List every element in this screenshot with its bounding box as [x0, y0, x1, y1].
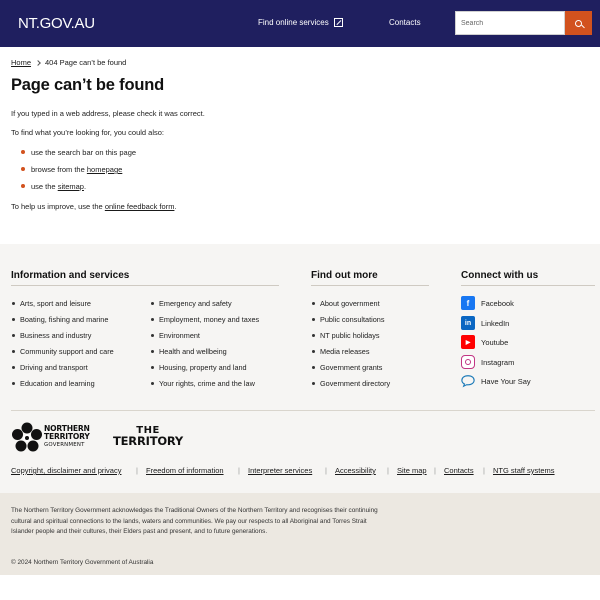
list-dot [12, 350, 15, 353]
speech-bubble-graphic [461, 374, 475, 388]
footer-divider [11, 410, 595, 411]
link-separator: | [238, 466, 240, 475]
site-footer [0, 244, 600, 493]
suggestion-homepage-text: browse from the [31, 165, 87, 174]
list-dot [312, 366, 315, 369]
chevron-right-icon [35, 60, 41, 66]
suggestion-sitemap-end: . [83, 182, 87, 191]
feedback-prefix: To help us improve, use the [11, 202, 105, 211]
instagram-lens [465, 359, 471, 365]
list-dot [12, 366, 15, 369]
feedback-form-link[interactable]: online feedback form [104, 202, 175, 211]
link-separator: | [434, 466, 436, 475]
breadcrumb [11, 58, 126, 67]
list-dot [151, 366, 154, 369]
suggestion-homepage [31, 165, 122, 174]
the-territory-logo[interactable] [113, 426, 183, 446]
link-separator: | [483, 466, 485, 475]
footer-link-directory[interactable]: Government directory [320, 379, 391, 388]
heading-underline [311, 285, 429, 286]
sturt-desert-rose-icon [11, 422, 43, 454]
link-separator: | [325, 466, 327, 475]
list-dot [151, 350, 154, 353]
list-dot [312, 318, 315, 321]
footer-link-community[interactable]: Community support and care [20, 347, 114, 356]
heading-underline [11, 285, 279, 286]
speech-bubble-icon[interactable] [461, 374, 475, 388]
list-dot [12, 302, 15, 305]
list-dot [312, 302, 315, 305]
list-dot [12, 318, 15, 321]
footer-link-rights[interactable]: Your rights, crime and the law [159, 379, 255, 388]
nt-logo-line3: GOVERNMENT [44, 442, 85, 448]
social-have-your-say[interactable]: Have Your Say [481, 377, 531, 386]
footer-link-business[interactable]: Business and industry [20, 331, 92, 340]
footer-link-education[interactable]: Education and learning [20, 379, 95, 388]
contacts-link[interactable]: Contacts [389, 18, 421, 27]
external-link-icon [334, 18, 343, 27]
site-logo[interactable]: NT.GOV.AU [18, 15, 95, 32]
footer-link-media[interactable]: Media releases [320, 347, 370, 356]
footer-link-driving[interactable]: Driving and transport [20, 363, 88, 372]
info-services-heading: Information and services [11, 270, 130, 281]
footer-link-boating[interactable]: Boating, fishing and marine [20, 315, 109, 324]
acknowledgement-text: The Northern Territory Government acknowledges the Traditional Owners of the Northern Territory and recognises their continuing cultural and spiritual connections to the lands, waters and communities. We pay our respects to all Aboriginal and Torres Strait Islander people and their cultures, their Elders past and present, and to future generations. [11, 507, 378, 535]
footer-link-housing[interactable]: Housing, property and land [159, 363, 247, 372]
footer-link-grants[interactable]: Government grants [320, 363, 383, 372]
footer-link-accessibility[interactable]: Accessibility [335, 466, 376, 475]
list-dot [12, 382, 15, 385]
sitemap-link[interactable]: sitemap [57, 182, 84, 191]
instagram-icon[interactable] [461, 355, 475, 369]
facebook-icon[interactable]: f [461, 296, 475, 310]
linkedin-icon[interactable]: in [461, 316, 475, 330]
heading-underline [461, 285, 595, 286]
footer-link-sitemap[interactable]: Site map [397, 466, 427, 475]
bullet-marker [21, 184, 25, 188]
footer-link-consultations[interactable]: Public consultations [320, 315, 385, 324]
breadcrumb-home[interactable]: Home [11, 58, 32, 67]
suggestion-search: use the search bar on this page [31, 148, 137, 157]
social-facebook[interactable]: Facebook [481, 299, 514, 308]
list-dot [151, 334, 154, 337]
territory-logo-line1: THE [136, 425, 160, 436]
copyright-text: © 2024 Northern Territory Government of Australia [11, 559, 154, 566]
footer-link-arts[interactable]: Arts, sport and leisure [20, 299, 91, 308]
footer-link-interpreter[interactable]: Interpreter services [248, 466, 313, 475]
link-separator: | [387, 466, 389, 475]
social-linkedin[interactable]: LinkedIn [481, 319, 510, 328]
homepage-link[interactable]: homepage [86, 165, 123, 174]
find-out-more-heading: Find out more [311, 270, 378, 281]
nt-government-logo[interactable] [11, 422, 99, 454]
social-youtube[interactable]: Youtube [481, 338, 509, 347]
social-instagram[interactable]: Instagram [481, 358, 515, 367]
list-dot [151, 318, 154, 321]
intro-text: If you typed in a web address, please check it was correct. [11, 109, 205, 118]
list-dot [312, 382, 315, 385]
footer-link-staff-systems[interactable]: NTG staff systems [493, 466, 555, 475]
nt-logo-line2: TERRITORY [44, 432, 90, 441]
search-button[interactable] [565, 11, 592, 35]
search-icon [575, 20, 582, 27]
link-separator: | [136, 466, 138, 475]
breadcrumb-current: 404 Page can’t be found [45, 58, 127, 67]
youtube-icon[interactable]: ▶ [461, 335, 475, 349]
list-dot [312, 334, 315, 337]
suggestion-sitemap [31, 182, 86, 191]
nt-logo-line1: NORTHERN [44, 424, 90, 433]
footer-link-foi[interactable]: Freedom of information [146, 466, 224, 475]
suggestion-sitemap-text: use the [31, 182, 58, 191]
footer-link-holidays[interactable]: NT public holidays [320, 331, 380, 340]
suggestion-intro: To find what you’re looking for, you could also: [11, 128, 165, 137]
list-dot [312, 350, 315, 353]
find-online-services-label: Find online services [258, 18, 329, 27]
list-dot [12, 334, 15, 337]
site-header [0, 0, 600, 47]
footer-link-emergency[interactable]: Emergency and safety [159, 299, 232, 308]
footer-link-contacts[interactable]: Contacts [444, 466, 474, 475]
list-dot [151, 382, 154, 385]
footer-link-copyright[interactable]: Copyright, disclaimer and privacy [11, 466, 122, 475]
footer-link-about-government[interactable]: About government [320, 299, 380, 308]
page-title: Page can’t be found [11, 76, 164, 94]
footer-link-health[interactable]: Health and wellbeing [159, 347, 227, 356]
feedback-text [11, 202, 177, 211]
connect-heading: Connect with us [461, 270, 539, 281]
footer-link-employment[interactable]: Employment, money and taxes [159, 315, 260, 324]
feedback-suffix: . [174, 202, 177, 211]
find-online-services-link[interactable] [258, 18, 343, 27]
bullet-marker [21, 150, 25, 154]
acknowledgement-section [0, 493, 600, 575]
nt-logo-text [44, 425, 90, 449]
list-dot [151, 302, 154, 305]
bullet-marker [21, 167, 25, 171]
territory-logo-line2: TERRITORY [113, 434, 184, 448]
search-input[interactable] [455, 11, 565, 35]
footer-link-environment[interactable]: Environment [159, 331, 200, 340]
